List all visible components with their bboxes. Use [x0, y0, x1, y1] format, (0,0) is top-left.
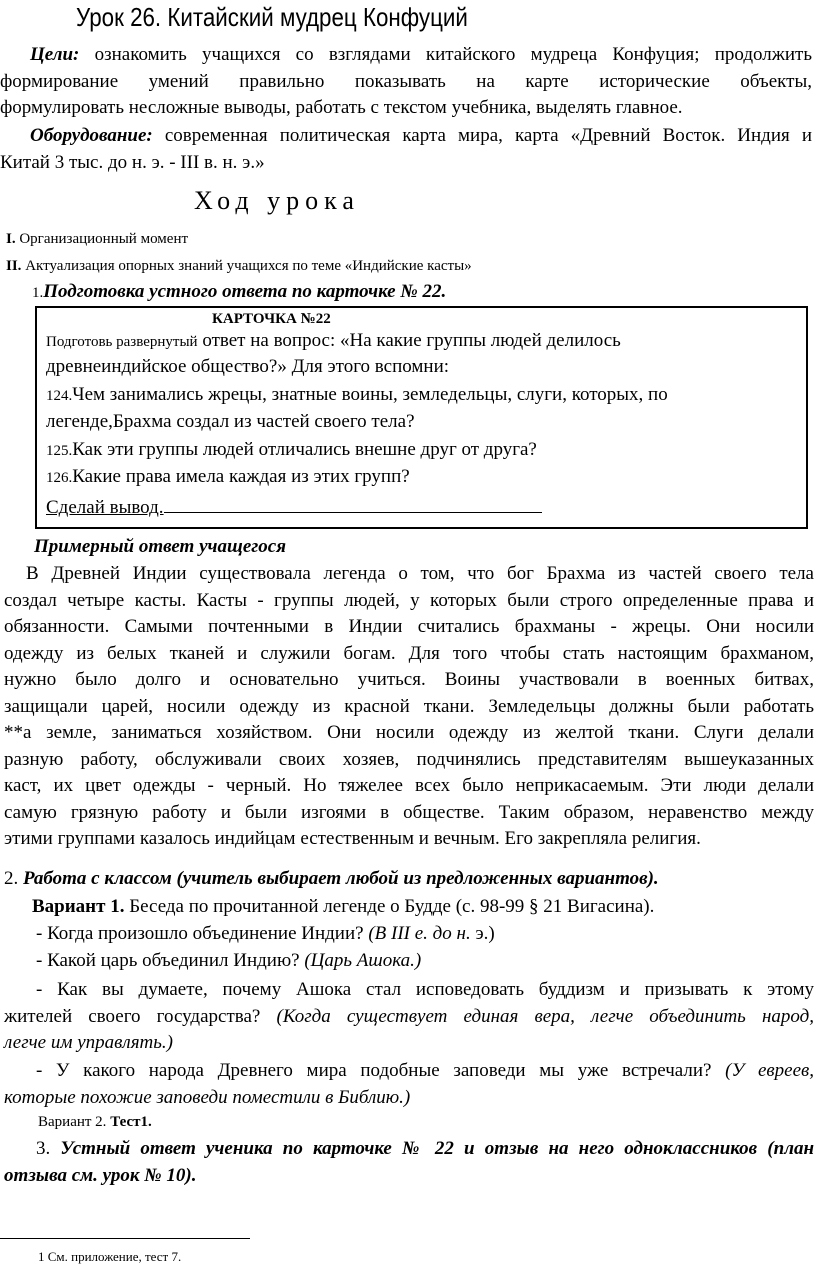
card-question-1-cont: легенде,Брахма создал из частей своего тела?	[46, 411, 415, 432]
answer-paragraph	[4, 561, 814, 853]
answer-line: нужно было долго и основательно учиться. Воины участвовали в военных битвах,	[4, 669, 814, 690]
answer-line: самую грязную работу и были изгоями в обществе. Таким образом, неравенство между	[4, 801, 814, 823]
variant-1-question-2: - Какой царь объединил Индию? (Царь Ашока.)	[36, 950, 422, 971]
item-3: 3. Устный ответ ученика по карточке № 22 и отзыв на него одноклассников (план отзыва см. урок № 10).	[4, 1138, 814, 1186]
goals-line-1: Цели: ознакомить учащихся со взглядами китайского мудреца Конфуция; продолжить	[30, 44, 812, 65]
section-2: II. Актуализация опорных знаний учащихся по теме «Индийские касты»	[6, 258, 472, 274]
footnote-divider	[0, 1238, 250, 1239]
answer-line: обязанности. Самыми почтенными в Индии считались брахманы - жрецы. Они носили	[4, 616, 814, 637]
answer-line: защищали царей, носили одежду из красной ткани. Земледельцы должны были работать	[4, 695, 814, 717]
card-conclusion: Сделай вывод.	[46, 494, 542, 519]
item-2: 2. Работа с классом (учитель выбирает любой из предложенных вариантов).	[4, 868, 659, 889]
goals-paragraph	[0, 42, 812, 122]
goals-label: Цели:	[30, 44, 80, 65]
answer-blank-line	[164, 494, 542, 513]
answer-line: одежду из белых тканей и служили богам. Для того чтобы стать настоящим брахманом,	[4, 642, 814, 664]
card-intro: Подготовь развернутый ответ на вопрос: «На какие группы людей делилось	[46, 330, 621, 351]
answer-heading: Примерный ответ учащегося	[34, 536, 286, 557]
answer-line: каст, их цвет одежды - черный. Но тяжелее всех было неприкасаемым. Эти люди делали	[4, 775, 814, 796]
variant-1: Вариант 1. Беседа по прочитанной легенде о Будде (с. 98-99 § 21 Вигасина).	[32, 896, 655, 917]
card-title: КАРТОЧКА №22	[212, 311, 331, 327]
goals-line-2: формирование умений правильно показывать на карте исторические объекты,	[0, 70, 812, 92]
equipment-line-2: Китай 3 тыс. до н. э. - III в. н. э.»	[0, 151, 265, 173]
variant-1-question-1: - Когда произошло объединение Индии? (В III е. до н. э.)	[36, 923, 495, 944]
equipment-paragraph	[0, 123, 812, 176]
answer-line: разную работу, обслуживали своих хозяев, подчинялись представителям вышеуказанных	[4, 748, 814, 770]
page-title: Урок 26. Китайский мудрец Конфуций	[76, 2, 468, 32]
task-card	[35, 306, 808, 529]
variant-1-question-4: - У какого народа Древнего мира подобные заповеди мы уже встречали? (У евреев, которые похожие заповеди поместили в Библию.)	[4, 1060, 815, 1108]
variant-2: Вариант 2. Тест1.	[38, 1114, 152, 1130]
answer-line: **а земле, заниматься хозяйством. Они носили одежду из желтой ткани. Слуги делали	[4, 722, 814, 743]
lesson-heading: Ход урока	[194, 186, 360, 215]
item-1: 1.Подготовка устного ответа по карточке № 22.	[32, 281, 447, 302]
answer-line: создал четыре касты. Касты - группы людей, у которых были строго определенные права и	[4, 589, 814, 611]
card-intro-line-2: древнеиндийское общество?» Для этого вспомни:	[46, 356, 450, 377]
footnote: 1 См. приложение, тест 7.	[38, 1249, 182, 1264]
variant-1-question-3: - Как вы думаете, почему Ашока стал исповедовать буддизм и призывать к этому жителей своего государства? (Когда существует единая вера, легче объединить народ, легче им управлять.)	[4, 979, 814, 1053]
section-1: I. Организационный момент	[6, 231, 189, 247]
equipment-label: Оборудование:	[30, 125, 153, 146]
equipment-line-1: Оборудование: современная политическая карта мира, карта «Древний Восток. Индия и	[30, 125, 813, 146]
card-question-1: 124.Чем занимались жрецы, знатные воины, земледельцы, слуги, которых, по	[46, 384, 668, 405]
card-question-2: 125.Как эти группы людей отличались внешне друг от друга?	[46, 439, 537, 460]
card-question-3: 126.Какие права имела каждая из этих групп?	[46, 466, 410, 487]
goals-line-3: формулировать несложные выводы, работать с текстом учебника, выделять главное.	[0, 97, 683, 118]
answer-line: этими группами казалось индийцам естественным и вечным. Его закрепляла религия.	[4, 828, 701, 849]
answer-line: В Древней Индии существовала легенда о том, что бог Брахма из частей своего тела	[26, 563, 814, 584]
